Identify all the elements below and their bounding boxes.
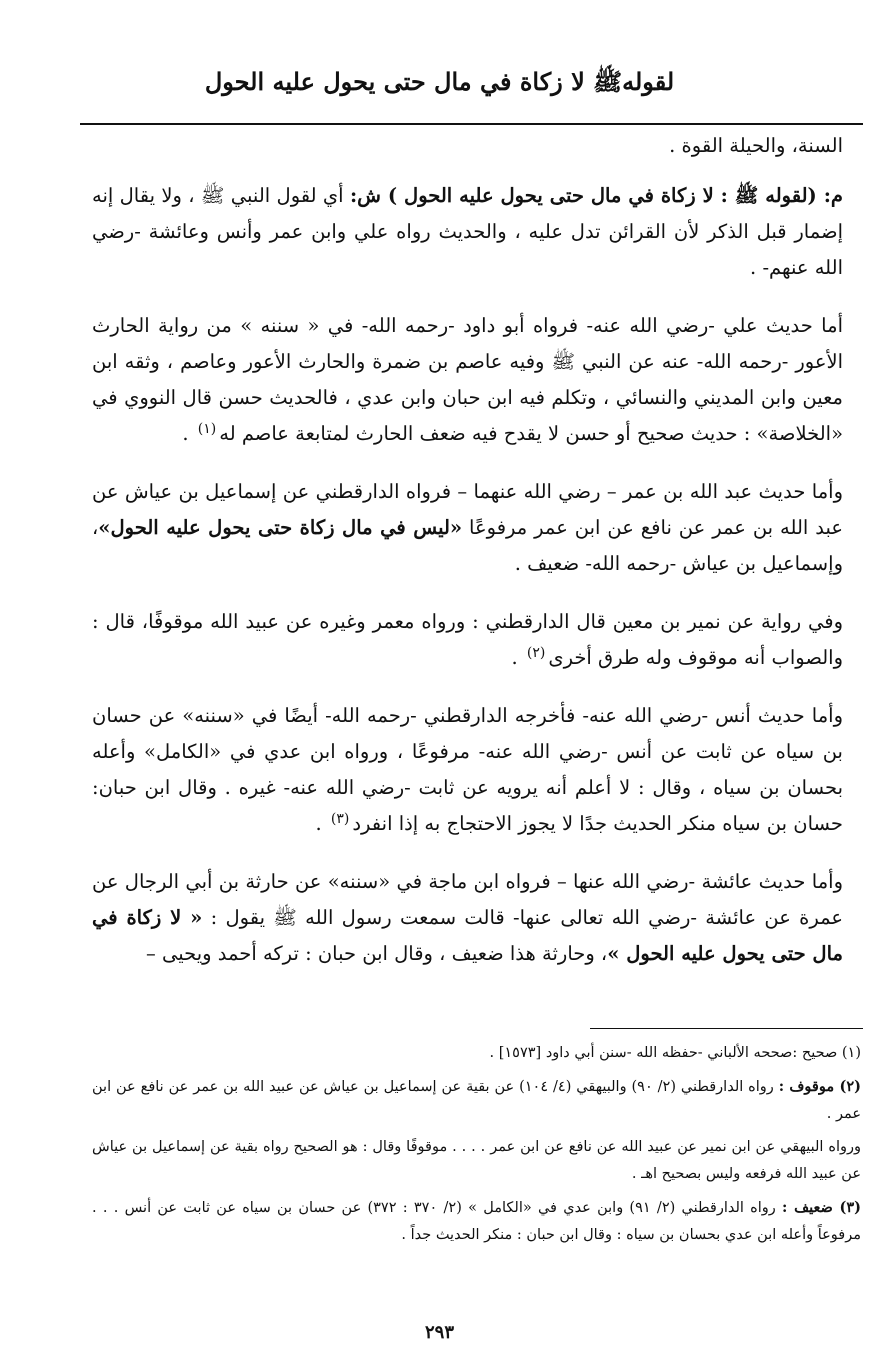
footnote-1: (١) صحيح :صححه الألباني -حفظه الله -سنن أبي داود [١٥٧٣] . [489,1045,861,1061]
paragraph-aisha-hadith: وأما حديث عائشة -رضي الله عنها – فرواه ابن ماجة في «سننه» عن حارثة بن أبي الرجال عن عمرة عن عائشة -رضي الله تعالى عنها- قالت سمعت رسول الله ﷺ يقول : « لا زكاة في مال حتى يحول عليه الحول »، وحارثة هذا ضعيف ، وقال ابن حبان : تركه أحمد ويحيى – [92,870,844,965]
paragraph-daraqutni-note: وفي رواية عن نمير بن معين قال الدارقطني : ورواه معمر وغيره عن عبيد الله موقوفًا، قال : والصواب أنه موقوف وله طرق أخرى$^{(٢)}$ . [92,610,843,669]
footnote-marker[interactable]: (٣) [330,810,350,827]
footnote-2-continued: ورواه البيهقي عن ابن نمير عن عبيد الله عن نافع عن ابن عمر . . . . موقوفًا وقال : هو الصحيح رواه بقية عن إسماعيل بن عياش عن عبيد الله فرفعه وليس بصحيح اهـ . [92,1139,861,1182]
footnote-3: (٣) ضعيف : رواه الدارقطني (٢/ ٩١) وابن عدي في «الكامل » (٢/ ٣٧٠ : ٣٧٢) عن حسان بن سياه عن ثابت عن أنس . . . مرفوعاً وأعله ابن عدي بحسان بن سياه : وقال ابن حبان : منكر الحديث جداً . [92,1199,861,1243]
paragraph-text: وأما حديث عائشة -رضي الله عنها – فرواه ابن ماجة في «سننه» عن حارثة بن أبي الرجال عن عمرة عن عائشة -رضي الله تعالى عنها- قالت سمعت رسول الله ﷺ يقول : [92,870,844,929]
paragraph-ali-hadith: أما حديث علي -رضي الله عنه- فرواه أبو داود -رحمه الله- في « سننه » من رواية الحارث الأعور -رحمه الله- عنه عن النبي ﷺ وفيه عاصم بن ضمرة والحارث الأعور وعاصم ، وثقه ابن معين وابن المديني والنسائي ، وتكلم فيه ابن حبان وابن عدي ، فالحديث حسن قال النووي في «الخلاصة» : حديث صحيح أو حسن لا يقدح فيه ضعف الحارث لمتابعة عاصم له$^{(١)}$ . [92,314,843,445]
paragraph-anas-hadith: وأما حديث أنس -رضي الله عنه- فأخرجه الدارقطني -رحمه الله- أيضًا في «سننه» عن حسان بن سياه عن ثابت عن أنس -رضي الله عنه- مرفوعًا ، ورواه ابن عدي في «الكامل» وأعله بحسان بن سياه ، وقال : لا أعلم أنه يرويه عن ثابت -رضي الله عنه- غيره . وقال ابن حبان: حسان بن سياه منكر الحديث جدًا لا يجوز الاحتجاج به إذا انفرد$^{(٣)}$ . [92,704,843,835]
paragraph-ibn-umar-hadith: وأما حديث عبد الله بن عمر – رضي الله عنهما – فرواه الدارقطني عن إسماعيل بن عياش عن عبد الله بن عمر عن نافع عن ابن عمر مرفوعًا «ليس في مال زكاة حتى يحول عليه الحول»، وإسماعيل بن عياش -رحمه الله- ضعيف . [92,480,843,575]
paragraph-text: وفي رواية عن نمير بن معين قال الدارقطني : ورواه معمر وغيره عن عبيد الله موقوفًا، قال : والصواب أنه موقوف وله طرق أخرى [92,610,843,669]
paragraph-matn [92,178,843,286]
paragraph-text: أي لقول النبي ﷺ ، ولا يقال إنه إضمار قبل الذكر لأن القرائن تدل عليه ، والحديث رواه علي وابن عمر وأنس وعائشة -رضي الله عنهم- . [92,184,843,279]
footnote-2: (٢) موقوف : رواه الدارقطني (٢/ ٩٠) والبيهقي (٤/ ١٠٤) عن بقية عن إسماعيل بن عياش عن عبيد الله بن عمر عن نافع عن ابن عمر . [92,1078,861,1122]
hadith-quote: « لا زكاة في مال حتى يحول عليه الحول » [92,906,843,965]
footnote-grade: (٣) ضعيف : [782,1199,861,1216]
page-number: ٢٩٣ [424,1322,454,1343]
running-header: لقولهﷺ لا زكاة في مال حتى يحول عليه الحول [204,67,675,96]
footnote-marker[interactable]: (٢) [526,644,546,661]
main-text [92,128,843,994]
paragraph-continuation: السنة، والحيلة القوة . [669,134,843,157]
footnote-grade: (٢) موقوف : [778,1078,861,1095]
footnote-marker[interactable]: (١) [197,420,217,437]
hadith-quote: «ليس في مال زكاة حتى يحول عليه الحول» [98,516,463,539]
footnotes [92,1040,861,1255]
matn-quote: م: (لقوله ﷺ : لا زكاة في مال حتى يحول عليه الحول ) ش: [349,184,843,207]
paragraph-text: أما حديث علي -رضي الله عنه- فرواه أبو داود -رحمه الله- في « سننه » من رواية الحارث الأعور -رحمه الله- عنه عن النبي ﷺ وفيه عاصم بن ضمرة والحارث الأعور وعاصم ، وثقه ابن معين وابن المديني والنسائي ، وتكلم فيه ابن حبان وابن عدي ، فالحديث حسن قال النووي في «الخلاصة» : حديث صحيح أو حسن لا يقدح فيه ضعف الحارث لمتابعة عاصم له [92,314,843,445]
footnote-divider [590,1028,863,1029]
paragraph-text: وأما حديث عبد الله بن عمر – رضي الله عنهما – فرواه الدارقطني عن إسماعيل بن عياش عن عبد الله بن عمر عن نافع عن ابن عمر مرفوعًا [92,480,843,539]
paragraph-text: وأما حديث أنس -رضي الله عنه- فأخرجه الدارقطني -رحمه الله- أيضًا في «سننه» عن حسان بن سياه عن ثابت عن أنس -رضي الله عنه- مرفوعًا ، ورواه ابن عدي في «الكامل» وأعله بحسان بن سياه ، وقال : لا أعلم أنه يرويه عن ثابت -رضي الله عنه- غيره . وقال ابن حبان: حسان بن سياه منكر الحديث جدًا لا يجوز الاحتجاج به إذا انفرد [92,704,843,835]
header-divider [80,123,863,125]
